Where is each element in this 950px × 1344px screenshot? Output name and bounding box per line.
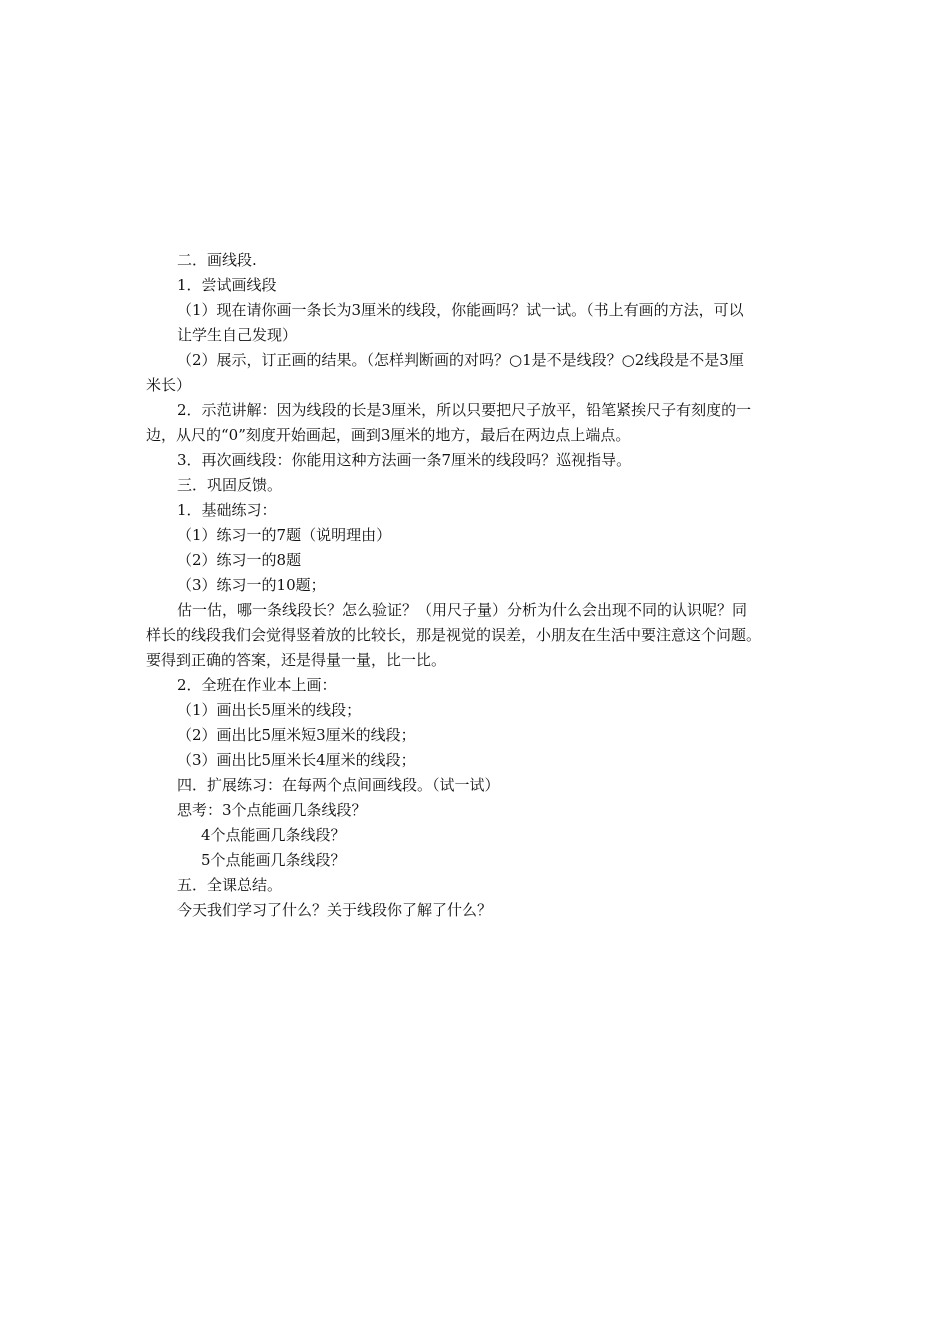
section-heading-consolidate: 三．巩固反馈。 [177, 476, 283, 494]
paragraph-line: 要得到正确的答案，还是得量一量，比一比。 [146, 651, 447, 669]
step-heading-basic-practice: 1．基础练习： [177, 501, 277, 519]
step-heading-class-drawing: 2．全班在作业本上画： [177, 676, 337, 694]
paragraph-line: 估一估，哪一条线段长？怎么验证？（用尺子量）分析为什么会出现不同的认识呢？同 [177, 601, 748, 619]
paragraph-line: 今天我们学习了什么？关于线段你了解了什么？ [177, 901, 493, 919]
paragraph-line: 边，从尺的“0”刻度开始画起，画到3厘米的地方，最后在两边点上端点。 [146, 426, 631, 444]
think-question: 4个点能画几条线段？ [201, 826, 346, 844]
list-item: （1）练习一的7题（说明理由） [177, 526, 392, 544]
section-heading-draw-segment: 二．画线段. [177, 251, 257, 269]
paragraph-line: 样长的线段我们会觉得竖着放的比较长，那是视觉的误差，小朋友在生活中要注意这个问题。 [146, 626, 762, 644]
paragraph-line: （2）展示，订正画的结果。（怎样判断画的对吗？○1是不是线段？○2线段是不是3厘 [177, 351, 744, 369]
paragraph-line: 2．示范讲解：因为线段的长是3厘米，所以只要把尺子放平，铅笔紧挨尺子有刻度的一 [177, 401, 752, 419]
section-heading-summary: 五．全课总结。 [177, 876, 283, 894]
think-question: 5个点能画几条线段？ [201, 851, 346, 869]
list-item: （3）练习一的10题； [177, 576, 326, 594]
list-item: （2）画出比5厘米短3厘米的线段； [177, 726, 416, 744]
list-item: （3）画出比5厘米长4厘米的线段； [177, 751, 416, 769]
list-item: （1）画出长5厘米的线段； [177, 701, 362, 719]
list-item: （2）练习一的8题 [177, 551, 302, 569]
think-question: 思考：3个点能画几条线段？ [177, 801, 367, 819]
step-heading-try-drawing: 1．尝试画线段 [177, 276, 277, 294]
paragraph-line: （1）现在请你画一条长为3厘米的线段，你能画吗？试一试。（书上有画的方法，可以 [177, 301, 744, 319]
paragraph-line: 让学生自己发现） [177, 326, 298, 344]
paragraph-line: 3．再次画线段：你能用这种方法画一条7厘米的线段吗？巡视指导。 [177, 451, 632, 469]
section-heading-extension: 四．扩展练习：在每两个点间画线段。（试一试） [177, 776, 500, 794]
paragraph-line: 米长） [146, 376, 192, 394]
